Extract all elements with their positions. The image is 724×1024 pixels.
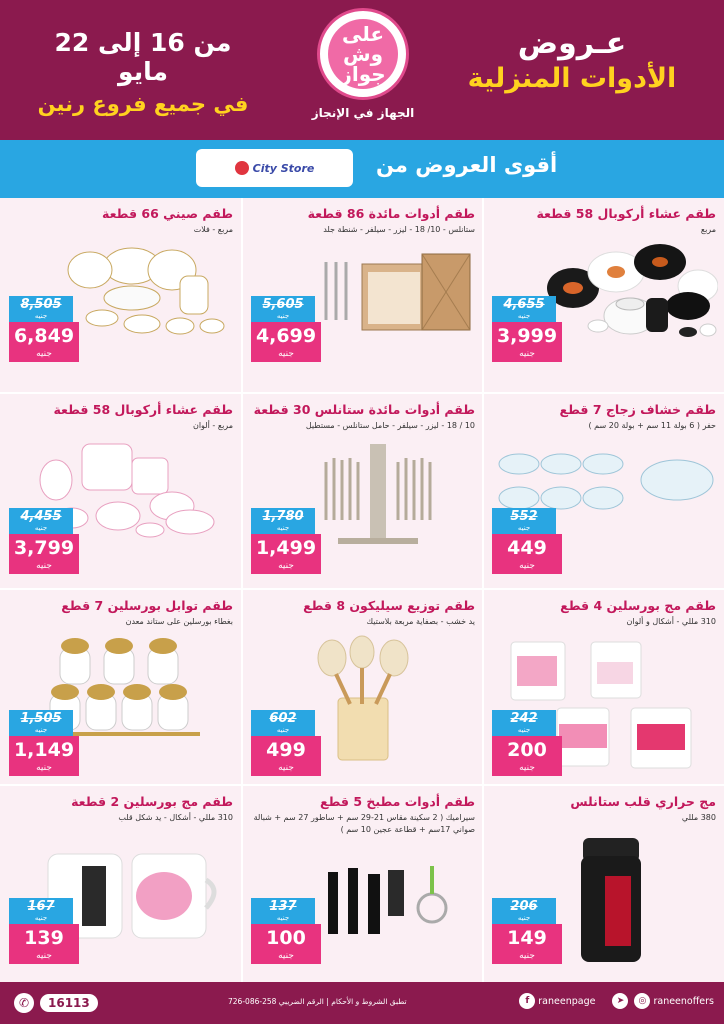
old-price: 552 [510,509,538,524]
new-price: 149 [507,927,547,949]
old-price: 1,505 [20,711,62,726]
product-title: طقم عشاء أركوبال 58 قطعة [53,402,233,417]
currency-label: جنيه [519,349,535,359]
product-card[interactable] [483,786,724,982]
instagram-icon[interactable]: ◎ [634,993,650,1009]
old-price-tag [251,898,315,924]
footer-bar [0,982,724,1024]
product-card[interactable] [0,198,241,394]
product-description: ستانلس - 10/ 18 - ليزر - سيلفر - شنطة جلد [323,225,475,234]
product-description: 310 مللي - أشكال - يد شكل قلب [118,813,233,822]
store-logo-box [196,149,353,187]
logo-tagline: الجهاز في الإنجاز [311,106,415,120]
new-price-tag [251,736,321,776]
product-description: سيراميك ( 2 سكينة مقاس 21-29 سم + ساطور 27 سم + شبالة صواني 17سم + قطاعة عجين 10 سم ) [253,813,475,834]
currency-label: جنيه [34,914,48,922]
currency-label: جنيه [34,524,48,532]
hotline-number: 16113 [40,994,98,1012]
product-description: 10 / 18 - ليزر - سيلفر - حامل ستانلس - مستطيل [305,421,475,430]
campaign-logo [317,8,409,100]
product-title: طقم مج بورسلين 4 قطع [560,598,716,613]
product-card[interactable] [242,786,483,982]
product-title: طقم عشاء أركوبال 58 قطعة [536,206,716,221]
offers-title-block [462,26,682,94]
product-card[interactable] [242,394,483,590]
currency-label: جنيه [278,951,294,961]
telegram-icon[interactable]: ➤ [612,993,628,1009]
old-price-tag [9,508,73,534]
social-links [516,993,714,1009]
currency-label: جنيه [517,726,531,734]
currency-label: جنيه [36,951,52,961]
old-price: 137 [269,899,297,914]
old-price: 4,455 [20,509,62,524]
currency-label: جنيه [34,726,48,734]
currency-label: جنيه [276,914,290,922]
new-price-tag [492,736,562,776]
product-title: طقم أدوات مطبخ 5 قطع [320,794,475,809]
new-price: 1,499 [255,537,317,559]
offers-word: عـروض [517,26,627,61]
product-title: طقم خشاف زجاج 7 قطع [559,402,716,417]
product-title: طقم أدوات مائدة ستانلس 30 قطعة [253,402,475,417]
product-card[interactable] [483,590,724,786]
product-title: مج حراري قلب ستانلس [570,794,716,809]
currency-label: جنيه [517,914,531,922]
old-price-tag [492,710,556,736]
product-description: مربع [700,225,716,234]
header-banner [0,0,724,140]
new-price-tag [492,322,562,362]
product-card[interactable] [483,394,724,590]
new-price-tag [9,736,79,776]
product-description: بغطاء بورسلين على ستاند معدن [125,617,233,626]
old-price: 242 [510,711,538,726]
old-price-tag [492,898,556,924]
currency-label: جنيه [517,524,531,532]
store-name: City Store [252,161,315,175]
kitchen-tools-image [322,852,452,952]
new-price: 4,699 [255,325,317,347]
new-price: 3,799 [13,537,75,559]
new-price-tag [251,924,321,964]
terms-text: تطبق الشروط و الأحكام [331,997,407,1006]
branches-text: في جميع فروع رنين [37,92,249,116]
product-title: طقم مج بورسلين 2 قطعة [71,794,233,809]
currency-label: جنيه [276,312,290,320]
old-price-tag [9,898,73,924]
currency-label: جنيه [517,312,531,320]
currency-label: جنيه [276,726,290,734]
new-price-tag [9,924,79,964]
product-description: حفر ( 6 بولة 11 سم + بولة 20 سم ) [588,421,716,430]
product-description: 380 مللي [681,813,716,822]
old-price: 206 [510,899,538,914]
new-price: 139 [24,927,64,949]
cutlery-stand-image [318,440,438,550]
old-price-tag [492,508,556,534]
product-grid [0,198,724,982]
old-price-tag [251,296,315,322]
subheader-bar [0,140,724,198]
old-price-tag [9,296,73,322]
hotline-block[interactable] [14,992,98,1014]
new-price: 200 [507,739,547,761]
currency-label: جنيه [519,763,535,773]
phone-icon: ✆ [14,993,34,1013]
social-handle[interactable]: raneenoffers [653,995,714,1007]
currency-label: جنيه [36,561,52,571]
product-title: طقم توابل بورسلين 7 قطع [61,598,233,613]
old-price: 4,655 [503,297,545,312]
product-card[interactable] [242,198,483,394]
currency-label: جنيه [278,561,294,571]
new-price-tag [9,534,79,574]
new-price-tag [492,924,562,964]
old-price: 5,605 [262,297,304,312]
product-card[interactable] [0,394,241,590]
new-price-tag [9,322,79,362]
currency-label: جنيه [276,524,290,532]
old-price: 8,505 [20,297,62,312]
currency-label: جنيه [519,951,535,961]
date-range: من 16 إلى 22 مايو [54,28,232,86]
tax-id: الرقم الضريبي 258-086-726 [228,997,324,1006]
product-title: طقم صيني 66 قطعة [102,206,233,221]
thermal-mug-image [575,836,647,968]
product-title: طقم توزيع سيليكون 8 قطع [303,598,475,613]
old-price: 167 [27,899,55,914]
logo-text: على وش جواز [328,19,398,89]
category-title: الأدوات المنزلية [467,63,677,94]
new-price: 499 [266,739,306,761]
facebook-handle[interactable]: raneenpage [538,995,596,1007]
silicone-utensils-image [306,634,422,764]
product-card[interactable] [0,786,241,982]
new-price: 449 [507,537,547,559]
new-price: 1,149 [13,739,75,761]
old-price: 1,780 [262,509,304,524]
new-price: 6,849 [13,325,75,347]
dinner-set-image [538,242,718,346]
product-description: مربع - فلات [193,225,233,234]
product-description: مربع - ألوان [192,421,233,430]
cutlery-set-image [318,250,474,346]
new-price-tag [251,322,321,362]
product-card[interactable] [0,590,241,786]
product-title: طقم أدوات مائدة 86 قطعة [307,206,475,221]
currency-label: جنيه [278,349,294,359]
store-logo-icon [235,161,249,175]
old-price-tag [9,710,73,736]
china-set-image [62,240,232,346]
old-price-tag [492,296,556,322]
currency-label: جنيه [36,349,52,359]
product-description: 310 مللي - أشكال و ألوان [626,617,716,626]
product-description: يد خشب - بصفاية مربعة بلاستيك [366,617,475,626]
currency-label: جنيه [34,312,48,320]
old-price: 602 [269,711,297,726]
old-price-tag [251,710,315,736]
old-price-tag [251,508,315,534]
new-price-tag [251,534,321,574]
legal-text [228,997,407,1006]
currency-label: جنيه [36,763,52,773]
new-price-tag [492,534,562,574]
offer-dates-block [28,28,258,116]
new-price: 3,999 [496,325,558,347]
product-card[interactable] [242,590,483,786]
currency-label: جنيه [278,763,294,773]
legal-separator: | [323,997,329,1006]
facebook-icon[interactable]: f [519,993,535,1009]
currency-label: جنيه [519,561,535,571]
product-card[interactable] [483,198,724,394]
subheader-title: أقوى العروض من [376,153,558,177]
new-price: 100 [266,927,306,949]
